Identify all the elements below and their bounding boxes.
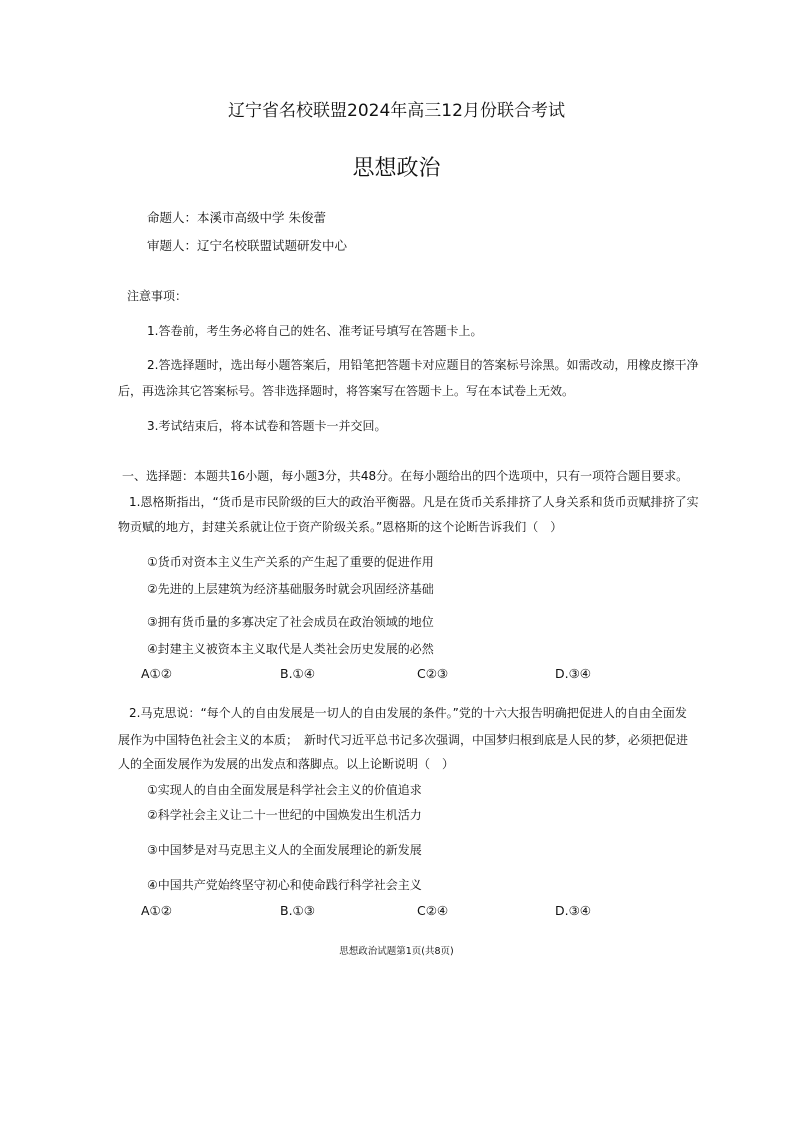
subject-title: 思想政治 xyxy=(352,156,441,181)
question-1-stem: 物贡赋的地方，封建关系就让位于资产阶级关系。”恩格斯的这个论断告诉我们（ ） xyxy=(118,520,563,534)
question-1-choice-a: A①② xyxy=(141,666,172,681)
question-2-statement: ①实现人的自由全面发展是科学社会主义的价值追求 xyxy=(147,783,422,797)
exam-title: 辽宁省名校联盟2024年高三12月份联合考试 xyxy=(228,101,565,121)
question-1-stem: 1.恩格斯指出，“货币是市民阶级的巨大的政治平衡器。凡是在货币关系排挤了人身关系和货币贡赋排挤了实 xyxy=(129,495,699,509)
question-2-choice-b: B.①③ xyxy=(280,903,315,918)
section-heading: 一、选择题：本题共16小题，每小题3分，共48分。在每小题给出的四个选项中，只有一项符合题目要求。 xyxy=(122,469,689,483)
page-footer: 思想政治试题第1页(共8页) xyxy=(339,946,454,957)
question-2-statement: ②科学社会主义让二十一世纪的中国焕发出生机活力 xyxy=(147,808,422,822)
question-1-statement: ②先进的上层建筑为经济基础服务时就会巩固经济基础 xyxy=(147,582,434,596)
question-1-statement: ④封建主义被资本主义取代是人类社会历史发展的必然 xyxy=(147,642,434,656)
setter-line: 命题人：本溪市高级中学 朱俊蕾 xyxy=(147,210,326,225)
note-item: 2.答选择题时，选出每小题答案后，用铅笔把答题卡对应题目的答案标号涂黑。如需改动，用橡皮擦干净 xyxy=(147,358,699,372)
question-1-statement: ①货币对资本主义生产关系的产生起了重要的促进作用 xyxy=(147,555,434,569)
question-2-stem: 人的全面发展作为发展的出发点和落脚点。以上论断说明（ ） xyxy=(118,757,455,771)
question-1-choice-c: C②③ xyxy=(417,666,449,681)
note-item: 后，再选涂其它答案标号。答非选择题时，将答案写在答题卡上。写在本试卷上无效。 xyxy=(118,384,575,398)
question-2-stem: 展作为中国特色社会主义的本质； 新时代习近平总书记多次强调，中国梦归根到底是人民的梦，必须把促进 xyxy=(118,733,689,747)
question-2-choice-c: C②④ xyxy=(417,903,449,918)
question-2-stem: 2.马克思说：“每个人的自由发展是一切人的自由发展的条件。”党的十六大报告明确把促进人的自由全面发 xyxy=(129,706,687,720)
question-2-choice-a: A①② xyxy=(141,903,172,918)
reviewer-line: 审题人：辽宁名校联盟试题研发中心 xyxy=(147,238,348,253)
note-item: 3.考试结束后，将本试卷和答题卡一并交回。 xyxy=(147,419,387,433)
question-2-statement: ③中国梦是对马克思主义人的全面发展理论的新发展 xyxy=(147,843,422,857)
note-item: 1.答卷前，考生务必将自己的姓名、准考证号填写在答题卡上。 xyxy=(147,324,483,338)
notes-heading: 注意事项： xyxy=(127,289,188,303)
question-1-choice-b: B.①④ xyxy=(280,666,315,681)
question-1-choice-d: D.③④ xyxy=(555,666,592,681)
question-2-statement: ④中国共产党始终坚守初心和使命践行科学社会主义 xyxy=(147,878,422,892)
question-2-choice-d: D.③④ xyxy=(555,903,592,918)
question-1-statement: ③拥有货币量的多寡决定了社会成员在政治领域的地位 xyxy=(147,615,434,629)
